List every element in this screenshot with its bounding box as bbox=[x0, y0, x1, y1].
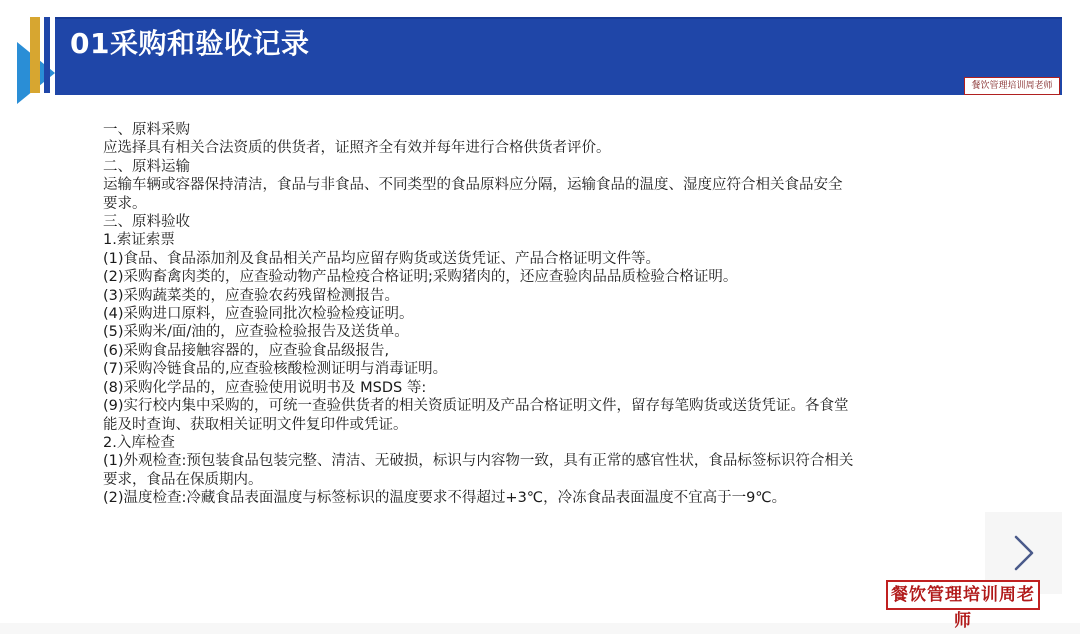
list-item: (1)食品、食品添加剂及食品相关产品均应留存购货或送货凭证、产品合格证明文件等。 bbox=[103, 250, 661, 267]
watermark-stamp: 餐饮管理培训周老师 bbox=[886, 580, 1040, 610]
header-stamp: 餐饮管理培训周老师 bbox=[964, 77, 1060, 95]
subsection-heading: 1.索证索票 bbox=[103, 232, 175, 249]
list-item: (6)采购食品接触容器的，应查验食品级报告, bbox=[103, 342, 390, 359]
section-heading: 二、原料运输 bbox=[103, 158, 190, 175]
list-item: (7)采购冷链食品的,应查验核酸检测证明与消毒证明。 bbox=[103, 361, 448, 378]
list-item: (8)采购化学品的，应查验使用说明书及 MSDS 等: bbox=[103, 379, 427, 396]
header-gold-bar bbox=[30, 17, 40, 93]
page-title: 01采购和验收记录 bbox=[70, 27, 310, 60]
body-text-line: 运输车辆或容器保持清洁，食品与非食品、不同类型的食品原料应分隔，运输食品的温度、湿度应符合相关食品安全 bbox=[103, 177, 843, 194]
chevron-right-icon bbox=[1013, 533, 1035, 573]
list-item: (1)外观检查:预包装食品包装完整、清洁、无破损，标识与内容物一致，具有正常的感官性状，食品标签标识符合相关 bbox=[103, 453, 854, 470]
section-heading: 一、原料采购 bbox=[103, 122, 190, 138]
list-item: (9)实行校内集中采购的，可统一查验供货者的相关资质证明及产品合格证明文件，留存每笔购货或送货凭证。各食堂 bbox=[103, 398, 849, 415]
list-item-continuation: 能及时查询、获取相关证明文件复印件或凭证。 bbox=[103, 416, 408, 433]
list-item: (2)采购畜禽肉类的，应查验动物产品检疫合格证明;采购猪肉的，还应查验肉品品质检验合格证明。 bbox=[103, 269, 738, 286]
section-heading: 三、原料验收 bbox=[103, 214, 190, 231]
body-text-line: 应选择具有相关合法资质的供货者，证照齐全有效并每年进行合格供货者评价。 bbox=[103, 140, 611, 157]
list-item: (5)采购米/面/油的，应查验检验报告及送货单。 bbox=[103, 324, 409, 341]
header-blue-bar bbox=[44, 17, 50, 93]
slide-body bbox=[103, 121, 1008, 508]
list-item-continuation: 要求，食品在保质期内。 bbox=[103, 471, 263, 488]
list-item: (3)采购蔬菜类的，应查验农药残留检测报告。 bbox=[103, 287, 400, 304]
body-text-line: 要求。 bbox=[103, 195, 147, 212]
list-item: (4)采购进口原料，应查验同批次检验检疫证明。 bbox=[103, 306, 414, 323]
list-item: (2)温度检查:冷藏食品表面温度与标签标识的温度要求不得超过+3℃，冷冻食品表面温度不宜高于一9℃。 bbox=[103, 490, 787, 507]
subsection-heading: 2.入库检查 bbox=[103, 434, 175, 451]
